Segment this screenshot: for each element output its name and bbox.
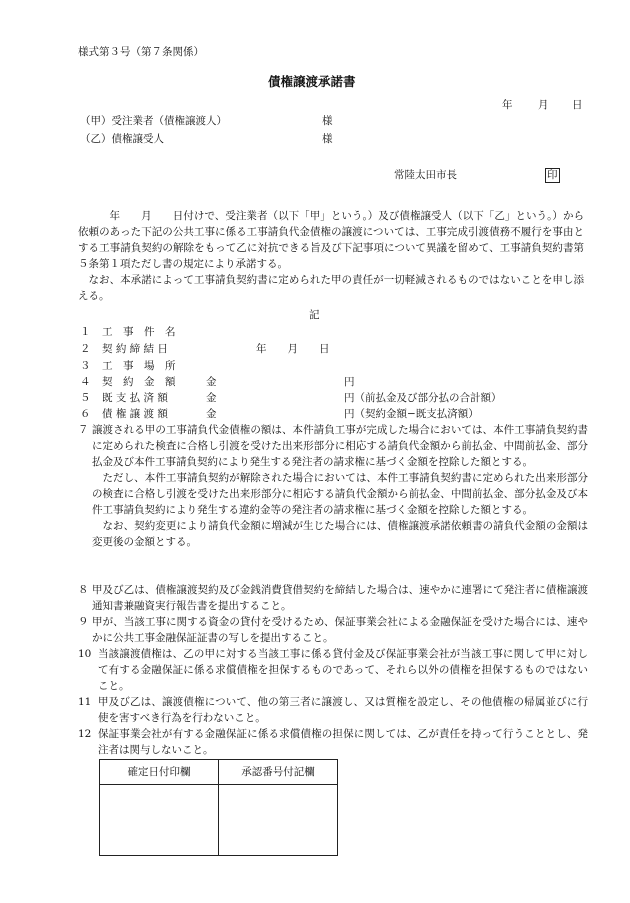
body-text [78, 208, 584, 304]
party-b-honorific: 様 [322, 133, 333, 145]
body-paragraph-2: なお、本承諾によって工事請負契約書に定められた甲の責任が一切軽減されるものではないことを申し添える。 [78, 274, 584, 302]
seal-mark: 印 [547, 169, 558, 181]
document-page: 様式第３号（第７条関係） 債権譲渡承諾書 年 月 日 （甲）受注業者（債権譲渡人） 様 （乙）債権譲受人 様 常陸太田市長 印 年 月 日付けで、受注業者（以下「甲」という。）及び債権譲受人（以下「乙」という。）から依頼のあった下記の公共工事に係る工事請負代金債権の譲渡については、工事完成引渡債務不履行を事由とする工事請負契約の解除をもって乙に対抗できる旨及び下記事項について異議を留めて、工事請負契約書第５条第１項ただし書の規定により承諾する。 なお、本承諾によって工事請負契約書に定められた甲の責任が一切軽減されるものではないことを申し添える。 記 １ 工 事 件 名 ２ 契 約 締 結 日 年 月 日 ３ 工 事 場 所 ４ 契 約 金 額 金 円 ５ 既 支 払 済 額 金 円（前払金及び部分払の合計額） ６ 債 権 譲 渡 額 金 円（契約金額−既支払済額） ７ 譲渡される甲の工事請負代金債権の額は、本件請負工事が完成した場合においては、本件工事請負契約書に定められた検査に合格し引渡を受けた出来形部分に相応する請負代金額から前払金、中間前払金、部分払金及び本件工事請負契約により発生する発注者の請求権に基づく金額を控除した額とする。 ただし、本件工事請負契約が解除された場合においては、本件工事請負契約書に定められた出来形部分の検査に合格し引渡を受けた出来形部分に相応する請負代金額から前払金、中間前払金、部分払金及び本件工事請負契約により発生する違約金等の発注者の請求権に基づく金額を控除した額とする。 なお、契約変更により請負代金額に増減が生じた場合には、債権譲渡承諾依頼書の請負代金額の金額は変更後の金額とする。 ８ 甲及び乙は、債権譲渡契約及び金銭消費貸借契約を締結した場合は、速やかに連署にて発注者に債権譲渡通知書兼融資実行報告書を提出すること。 ９ 甲が、当該工事に関する資金の貸付を受けるため、保証事業会社による金融保証を受けた場合には、速やかに公共工事金融保証証書の写しを提出すること。 10 当該譲渡債権は、乙の甲に対する当該工事に係る貸付金及び保証事業会社が当該工事に関して甲に対して有する金融保証に係る求償債権を担保するものであって、それら以外の債権を担保するものではないこと。 11 甲及び乙は、譲渡債権について、他の第三者に譲渡し、又は質権を設定し、その他債権の帰属並びに行使を害すべき行為を行わないこと。 12 保証事業会社が有する金融保証に係る求償債権の担保に関しては、乙が責任を持って行うこととし、発注者は関与しないこと。 確定日付印欄 承認番号付記欄 [0, 0, 630, 903]
party-b-label: （乙）債権譲受人 [80, 133, 164, 145]
item-9: ９ 甲が、当該工事に関する資金の貸付を受けるため、保証事業会社による金融保証を受けた場合には、速やかに公共工事金融保証証書の写しを提出すること。 [78, 616, 588, 644]
date-day: 日 [572, 99, 583, 111]
item-7: ７ 譲渡される甲の工事請負代金債権の額は、本件請負工事が完成した場合においては、本件工事請負契約書に定められた検査に合格し引渡を受けた出来形部分に相応する請負代金額から前払金、中間前払金、部分払金及び本件工事請負契約により発生する発注者の請求権に基づく金額を控除した額とする。 ただし、本件工事請負契約が解除された場合においては、本件工事請負契約書に定められた出来形部分の検査に合格し引渡を受けた出来形部分に相応する請負代金額から前払金、中間前払金、部分払金及び本件工事請負契約により発生する違約金等の発注者の請求権に基づく金額を控除した額とする。 なお、契約変更により請負代金額に増減が生じた場合には、債権譲渡承諾依頼書の請負代金額の金額は変更後の金額とする。 [78, 424, 588, 548]
stamp-col-confirm-date: 確定日付印欄 [100, 760, 219, 785]
form-label: 様式第３号（第７条関係） [78, 46, 204, 58]
item-8: ８ 甲及び乙は、債権譲渡契約及び金銭消費貸借契約を締結した場合は、速やかに連署にて発注者に債権譲渡通知書兼融資実行報告書を提出すること。 [78, 584, 588, 612]
date-year: 年 [502, 99, 513, 111]
issuer-name: 常陸太田市長 [394, 169, 457, 181]
contract-date: 年 月 日 [256, 343, 330, 355]
stamp-table [99, 759, 338, 856]
ki-heading: 記 [309, 309, 320, 321]
item-11: 11 甲及び乙は、譲渡債権について、他の第三者に譲渡し、又は質権を設定し、その他債権の帰属並びに行使を害すべき行為を行わないこと。 [78, 696, 588, 724]
stamp-cell-confirm-date [100, 785, 219, 856]
party-a-honorific: 様 [322, 115, 333, 127]
party-a-label: （甲）受注業者（債権譲渡人） [80, 115, 227, 127]
stamp-col-approval-number: 承認番号付記欄 [219, 760, 338, 785]
stamp-cell-approval-number [219, 785, 338, 856]
item-10: 10 当該譲渡債権は、乙の甲に対する当該工事に係る貸付金及び保証事業会社が当該工事に関して甲に対して有する金融保証に係る求償債権を担保するものであって、それら以外の債権を担保するものではないこと。 [78, 648, 588, 692]
item-12: 12 保証事業会社が有する金融保証に係る求償債権の担保に関しては、乙が責任を持って行うこととし、発注者は関与しないこと。 [78, 728, 588, 756]
body-paragraph-1: 年 月 日付けで、受注業者（以下「甲」という。）及び債権譲受人（以下「乙」という。）から依頼のあった下記の公共工事に係る工事請負代金債権の譲渡については、工事完成引渡債務不履行を事由とする工事請負契約の解除をもって乙に対抗できる旨及び下記事項について異議を留めて、工事請負契約書第５条第１項ただし書の規定により承諾する。 [78, 210, 584, 270]
document-title: 債権譲渡承諾書 [268, 74, 356, 89]
date-month: 月 [538, 99, 549, 111]
